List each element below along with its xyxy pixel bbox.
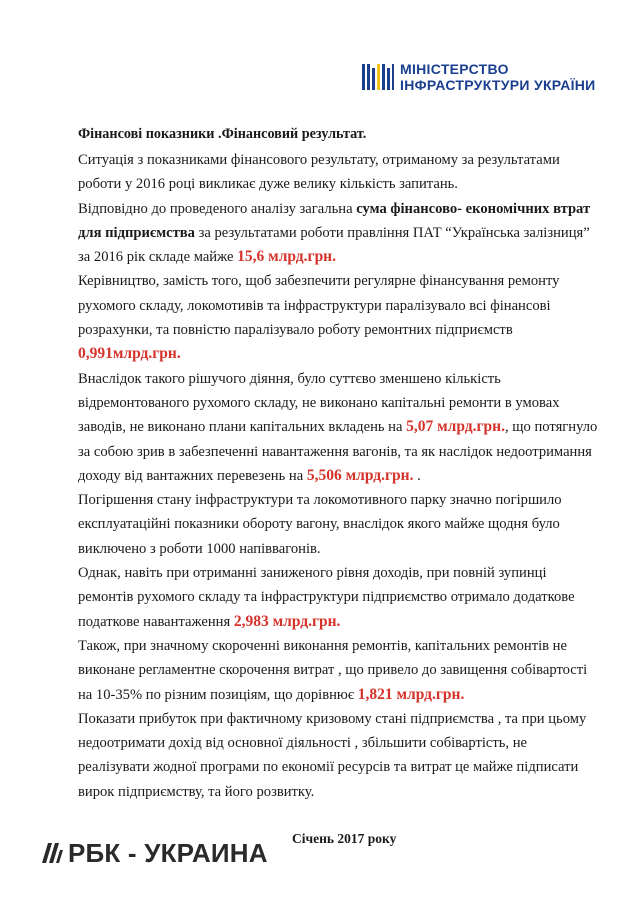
paragraph-7-text: Також, при значному скороченні виконання ремонтів, капітальних ремонтів не виконане регламентне скорочення витрат , що привело до завищення собівартості на 10-35% по різним позиціям, що дорівнює [78, 637, 588, 703]
amount-repair-enterprises: 0,991млрд.грн. [78, 345, 181, 363]
paragraph-2-text-b: за результатами роботи правління ПАТ “Українська залізниця” за 2016 рік складе майже [78, 224, 590, 266]
ministry-logo [361, 60, 596, 94]
ministry-emblem-icon [361, 60, 395, 94]
paragraph-4 [78, 367, 598, 488]
paragraph-4-text-c: . [413, 467, 421, 484]
paragraph-4-text-b: , що потягнуло за собою зрив в забезпеченні навантаження вагонів, та як наслідок недоотримання доходу від вантажних перевезень на [78, 419, 598, 484]
rbk-watermark-text: РБК - УКРАИНА [68, 838, 268, 868]
amount-tax-burden: 2,983 млрд.грн. [233, 612, 341, 630]
amount-total-losses: 15,6 млрд.грн. [237, 248, 336, 266]
paragraph-3-text: Керівництво, замість того, щоб забезпечити регулярне фінансування ремонту рухомого складу, локомотивів та інфраструктури паралізувало всі фінансові розрахунки, та повністю паралізувало роботу ремонтних підприємств [78, 273, 560, 339]
paragraph-2 [78, 197, 598, 270]
amount-cost-increase: 1,821 млрд.грн. [357, 685, 465, 703]
document-title: Фінансові показники .Фінансовий результат. [78, 126, 367, 142]
ministry-name [400, 61, 596, 93]
paragraph-1: Ситуація з показниками фінансового результату, отриманому за результатами роботи у 2016 році викликає дуже велику кількість запитань. [78, 152, 560, 193]
paragraph-6 [78, 561, 598, 634]
rbk-watermark [40, 838, 268, 868]
paragraph-5: Погіршення стану інфраструктури та локомотивного парку значно погіршило експлуатаційні показники обороту вагону, внаслідок якого майже щодня було виключено з роботи 1000 напіввагонів. [78, 492, 562, 557]
paragraph-6-text: Однак, навіть при отриманні заниженого рівня доходів, при повній зупинці ремонтів рухомого складу та інфраструктури підприємство отримало додаткове податкове навантаження [78, 565, 575, 630]
paragraph-4-text-a: Внаслідок такого рішучого діяння, було суттєво зменшено кількість відремонтованого рухомого складу, не виконано капітальні ремонти в умовах заводів, не виконано плани капітальних вкладень на [78, 370, 560, 436]
amount-capital-investments: 5,07 млрд.грн. [406, 418, 505, 436]
rbk-logo-icon [40, 841, 64, 865]
paragraph-8: Показати прибуток при фактичному кризовому стані підприємства , та при цьому недоотримати дохід від основної діяльності , збільшити собівартість, не реалізувати жодної програми по економії ресурсів та витрат це майже підписати вирок підприємству, та його розвитку. [78, 710, 587, 800]
document-body [78, 120, 598, 804]
paragraph-7 [78, 634, 598, 707]
paragraph-3 [78, 269, 598, 366]
ministry-name-line2: ІНФРАСТРУКТУРИ УКРАЇНИ [400, 77, 596, 93]
ministry-name-line1: МІНІСТЕРСТВО [400, 61, 509, 77]
paragraph-2-bold: сума фінансово- економічних втрат для підприємства [78, 200, 591, 241]
paragraph-2-text-a: Відповідно до проведеного аналізу загальна [78, 200, 357, 217]
document-date: Січень 2017 року [292, 831, 397, 846]
amount-freight-revenue: 5,506 млрд.грн. [306, 466, 414, 484]
